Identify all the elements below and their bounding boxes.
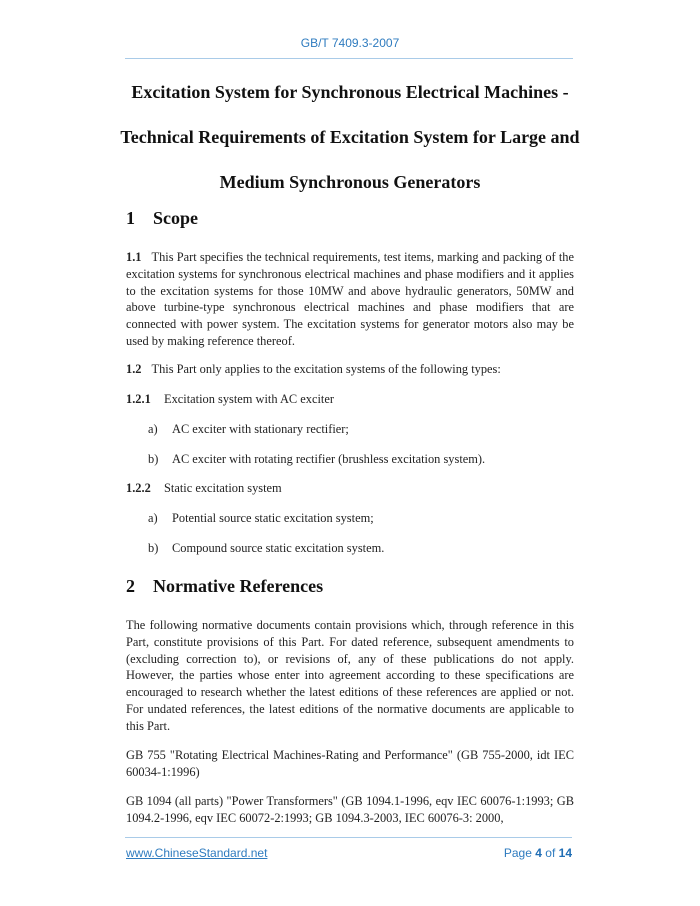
page-total: 14 bbox=[558, 846, 572, 860]
list-item-text: Compound source static excitation system. bbox=[172, 541, 385, 555]
footer-divider bbox=[125, 837, 572, 838]
page-indicator bbox=[504, 846, 572, 860]
section-number: 2 bbox=[126, 576, 135, 596]
title-line: Medium Synchronous Generators bbox=[219, 172, 481, 192]
clause-text-rest: of the excitation systems for synchronous electrical machines and phase modifiers and it applies to the excitation systems for those 10MW and above hydraulic generators, 50MW and above turbine-type synchronous electrical machines and phase modifiers that are connected with power system. The excitation systems for generator motors also may be used by making reference thereof. bbox=[126, 250, 574, 348]
clause-number: 1.1 bbox=[126, 250, 142, 264]
list-item bbox=[148, 541, 384, 556]
clause-1-2-2 bbox=[126, 481, 282, 496]
clause-number: 1.2.2 bbox=[126, 481, 151, 495]
clause-text: Excitation system with AC exciter bbox=[164, 392, 334, 406]
clause-number: 1.2.1 bbox=[126, 392, 151, 406]
reference-item: GB 1094 (all parts) "Power Transformers" (GB 1094.1-1996, eqv IEC 60076-1:1993; GB 1094.2-1996, eqv IEC 60072-2:1993; GB 1094.3-2003, IEC 60076-3: 2000, bbox=[126, 794, 574, 825]
clause-1-2-1 bbox=[126, 392, 334, 407]
section-title: Normative References bbox=[153, 576, 324, 596]
document-title bbox=[110, 70, 590, 205]
section-title: Scope bbox=[153, 208, 198, 228]
title-line: Excitation System for Synchronous Electrical Machines - bbox=[131, 82, 569, 102]
list-item-text: AC exciter with rotating rectifier (brushless excitation system). bbox=[172, 452, 486, 466]
website-link[interactable]: www.ChineseStandard.net bbox=[126, 846, 268, 860]
list-item-label: b) bbox=[148, 452, 159, 466]
section-heading-scope bbox=[126, 208, 198, 229]
header-standard-code: GB/T 7409.3-2007 bbox=[300, 36, 400, 50]
clause-text-first: This Part specifies the technical requirements, test items, marking and packing bbox=[151, 250, 543, 264]
title-line: Technical Requirements of Excitation System for Large and bbox=[120, 127, 580, 147]
list-item-text: AC exciter with stationary rectifier; bbox=[172, 422, 349, 436]
clause-text: This Part only applies to the excitation systems of the following types: bbox=[151, 362, 501, 376]
clause-1-2 bbox=[126, 362, 501, 377]
list-item bbox=[148, 422, 349, 437]
page-of: of bbox=[545, 846, 556, 860]
clause-1-1 bbox=[126, 249, 574, 350]
clause-number: 1.2 bbox=[126, 362, 142, 376]
section-heading-normative-references bbox=[126, 576, 323, 597]
reference-item: GB 755 "Rotating Electrical Machines-Rating and Performance" (GB 755-2000, idt IEC 60034-1:1996) bbox=[126, 748, 574, 779]
list-item bbox=[148, 452, 485, 467]
page-current: 4 bbox=[535, 846, 542, 860]
list-item-label: a) bbox=[148, 511, 158, 525]
section-number: 1 bbox=[126, 208, 135, 228]
list-item-label: a) bbox=[148, 422, 158, 436]
list-item-text: Potential source static excitation system; bbox=[172, 511, 374, 525]
normative-intro: The following normative documents contain provisions which, through reference in this Part, constitute provisions of this Part. For dated reference, subsequent amendments to (excluding correction to), or revisions of, any of these publications do not apply. However, the parties whose enter into agreement according to these specifications are encouraged to research whether the latest editions of these references are applied or not. For undated references, the latest editions of the normative documents are applicable to this Part. bbox=[126, 618, 574, 733]
page-prefix: Page bbox=[503, 846, 532, 860]
list-item bbox=[148, 511, 374, 526]
header-divider bbox=[125, 58, 573, 59]
list-item-label: b) bbox=[148, 541, 159, 555]
clause-text: Static excitation system bbox=[164, 481, 282, 495]
